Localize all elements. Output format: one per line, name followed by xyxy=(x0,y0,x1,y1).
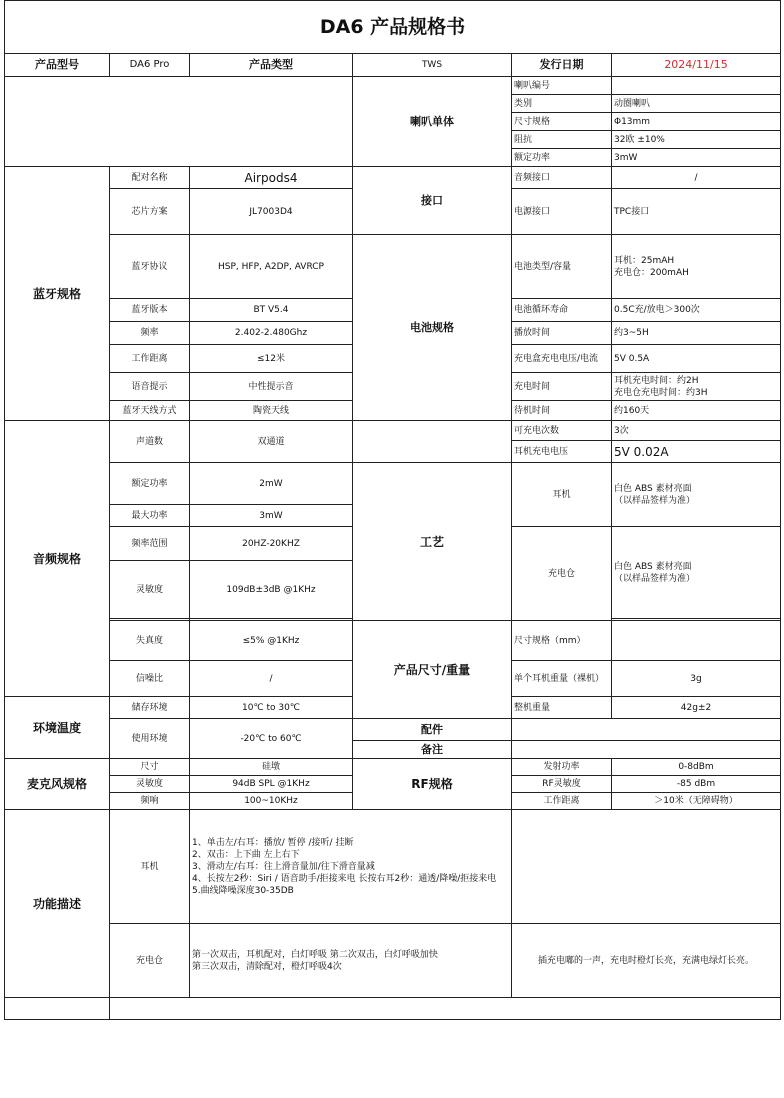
spec-label: 失真度 xyxy=(110,621,190,661)
spec-label: 声道数 xyxy=(110,421,190,463)
spec-label: 频率范围 xyxy=(110,527,190,561)
spec-value: / xyxy=(190,661,353,697)
spec-label: 配对名称 xyxy=(110,167,190,189)
spec-label: 额定功率 xyxy=(110,463,190,505)
spec-value: ≤12米 xyxy=(190,345,353,373)
spec-label: 额定功率 xyxy=(512,149,612,167)
spec-label: 尺寸规格 xyxy=(512,113,612,131)
bluetooth-section: 蓝牙规格 xyxy=(5,167,110,421)
blank-cell xyxy=(110,998,781,1020)
spec-value: ≤5% @1KHz xyxy=(190,621,353,661)
spec-label: 电池类型/容量 xyxy=(512,235,612,299)
spec-label: 充电盒充电电压/电流 xyxy=(512,345,612,373)
spec-label: 耳机充电电压 xyxy=(512,441,612,463)
function-section: 功能描述 xyxy=(5,810,110,998)
craft-section: 工艺 xyxy=(353,463,512,621)
spec-value xyxy=(612,621,781,661)
spec-value: 20HZ-20KHZ xyxy=(190,527,353,561)
release-date-label: 发行日期 xyxy=(512,54,612,77)
spec-value: HSP, HFP, A2DP, AVRCP xyxy=(190,235,353,299)
spec-value: 2mW xyxy=(190,463,353,505)
accessories-value xyxy=(512,719,781,741)
craft-earphone-label: 耳机 xyxy=(512,463,612,527)
notes-value xyxy=(512,741,781,759)
spec-value: 2.402-2.480Ghz xyxy=(190,322,353,345)
spec-sheet-table xyxy=(4,0,781,1020)
function-case-desc: 第一次双击，耳机配对，白灯呼吸 第二次双击，白灯呼吸加快 第三次双击，清除配对，橙灯呼吸4次 xyxy=(190,924,512,998)
spec-value: 耳机：25mAH 充电仓：200mAH xyxy=(612,235,781,299)
size-section: 产品尺寸/重量 xyxy=(353,621,512,719)
mic-section: 麦克风规格 xyxy=(5,759,110,810)
spec-value: BT V5.4 xyxy=(190,299,353,322)
craft-earphone-value: 白色 ABS 素材亮面 （以样品签样为准） xyxy=(612,463,781,527)
document-title: DA6 产品规格书 xyxy=(5,1,781,54)
spec-label: RF灵敏度 xyxy=(512,776,612,793)
product-type-label: 产品类型 xyxy=(190,54,353,77)
spec-label: 整机重量 xyxy=(512,697,612,719)
spec-value: Airpods4 xyxy=(190,167,353,189)
spec-value: 109dB±3dB @1KHz xyxy=(190,561,353,619)
audio-section: 音频规格 xyxy=(5,421,110,697)
spec-label: 尺寸 xyxy=(110,759,190,776)
craft-case-value: 白色 ABS 素材亮面 （以样品签样为准） xyxy=(612,527,781,619)
spec-value: Φ13mm xyxy=(612,113,781,131)
spec-value: 5V 0.02A xyxy=(612,441,781,463)
spec-label: 频响 xyxy=(110,793,190,810)
spec-label: 单个耳机重量（裸机） xyxy=(512,661,612,697)
spec-value: 10℃ to 30℃ xyxy=(190,697,353,719)
function-earphone-desc: 1、单击左/右耳：播放/ 暂停 /接听/ 挂断 2、双击：上下曲 左上右下 3、滑动左/右耳：往上滑音量加/往下滑音量减 4、长按左2秒：Siri / 语音助手/拒接来电 长按右耳2秒：通透/降噪/拒接来电 5.曲线降噪深度30-35DB xyxy=(190,810,512,924)
spec-label: 语音提示 xyxy=(110,373,190,401)
spec-label: 尺寸规格（mm） xyxy=(512,621,612,661)
spec-value: 3g xyxy=(612,661,781,697)
battery-section: 电池规格 xyxy=(353,235,512,421)
craft-case-label: 充电仓 xyxy=(512,527,612,621)
spec-value: 5V 0.5A xyxy=(612,345,781,373)
spec-label: 信噪比 xyxy=(110,661,190,697)
spec-value: 94dB SPL @1KHz xyxy=(190,776,353,793)
spec-label: 灵敏度 xyxy=(110,561,190,619)
spec-label: 喇叭编号 xyxy=(512,77,612,95)
rf-section: RF规格 xyxy=(353,759,512,810)
spec-value: 动圈喇叭 xyxy=(612,95,781,113)
spec-value: 耳机充电时间：约2H 充电仓充电时间：约3H xyxy=(612,373,781,401)
spec-label: 使用环境 xyxy=(110,719,190,759)
spec-value: 陶瓷天线 xyxy=(190,401,353,421)
blank-area xyxy=(5,77,353,167)
interface-section: 接口 xyxy=(353,167,512,235)
spec-label: 灵敏度 xyxy=(110,776,190,793)
spec-value: 3次 xyxy=(612,421,781,441)
spec-value: 42g±2 xyxy=(612,697,781,719)
spec-label: 待机时间 xyxy=(512,401,612,421)
spec-label: 可充电次数 xyxy=(512,421,612,441)
blank-cell xyxy=(5,998,110,1020)
notes-label: 备注 xyxy=(353,741,512,759)
spec-label: 发射功率 xyxy=(512,759,612,776)
function-earphone-extra xyxy=(512,810,781,924)
spec-label: 播放时间 xyxy=(512,322,612,345)
function-case-label: 充电仓 xyxy=(110,924,190,998)
spec-label: 类别 xyxy=(512,95,612,113)
accessories-label: 配件 xyxy=(353,719,512,741)
release-date-value: 2024/11/15 xyxy=(612,54,781,77)
spec-label: 最大功率 xyxy=(110,505,190,527)
spec-value xyxy=(612,77,781,95)
spec-label: 充电时间 xyxy=(512,373,612,401)
spec-label: 电源接口 xyxy=(512,189,612,235)
spec-label: 蓝牙天线方式 xyxy=(110,401,190,421)
spec-label: 工作距离 xyxy=(110,345,190,373)
spec-value: 约160天 xyxy=(612,401,781,421)
spec-value: 约3~5H xyxy=(612,322,781,345)
spec-label: 频率 xyxy=(110,322,190,345)
spec-value: 0-8dBm xyxy=(612,759,781,776)
spec-value: 双通道 xyxy=(190,421,353,463)
spec-label: 阻抗 xyxy=(512,131,612,149)
spec-value: ＞10米（无障碍物） xyxy=(612,793,781,810)
spec-value: JL7003D4 xyxy=(190,189,353,235)
spec-value: 硅墩 xyxy=(190,759,353,776)
spec-value: -20℃ to 60℃ xyxy=(190,719,353,759)
spec-label: 储存环境 xyxy=(110,697,190,719)
spec-label: 电池循环寿命 xyxy=(512,299,612,322)
spec-value: / xyxy=(612,167,781,189)
spec-value: 0.5C充/放电＞300次 xyxy=(612,299,781,322)
env-section: 环境温度 xyxy=(5,697,110,759)
spec-value: 中性提示音 xyxy=(190,373,353,401)
spec-value: -85 dBm xyxy=(612,776,781,793)
model-label: 产品型号 xyxy=(5,54,110,77)
spec-label: 蓝牙协议 xyxy=(110,235,190,299)
spec-value: 3mW xyxy=(612,149,781,167)
product-type-value: TWS xyxy=(353,54,512,77)
spec-value: TPC接口 xyxy=(612,189,781,235)
speaker-section: 喇叭单体 xyxy=(353,77,512,167)
function-earphone-label: 耳机 xyxy=(110,810,190,924)
blank-cell xyxy=(353,421,512,463)
spec-value: 3mW xyxy=(190,505,353,527)
spec-label: 芯片方案 xyxy=(110,189,190,235)
function-case-extra: 插充电嘟的一声，充电时橙灯长亮，充满电绿灯长亮。 xyxy=(512,924,781,998)
spec-value: 32欧 ±10% xyxy=(612,131,781,149)
spec-value: 100~10KHz xyxy=(190,793,353,810)
spec-label: 蓝牙版本 xyxy=(110,299,190,322)
spec-label: 音频接口 xyxy=(512,167,612,189)
model-value: DA6 Pro xyxy=(110,54,190,77)
spec-label: 工作距离 xyxy=(512,793,612,810)
